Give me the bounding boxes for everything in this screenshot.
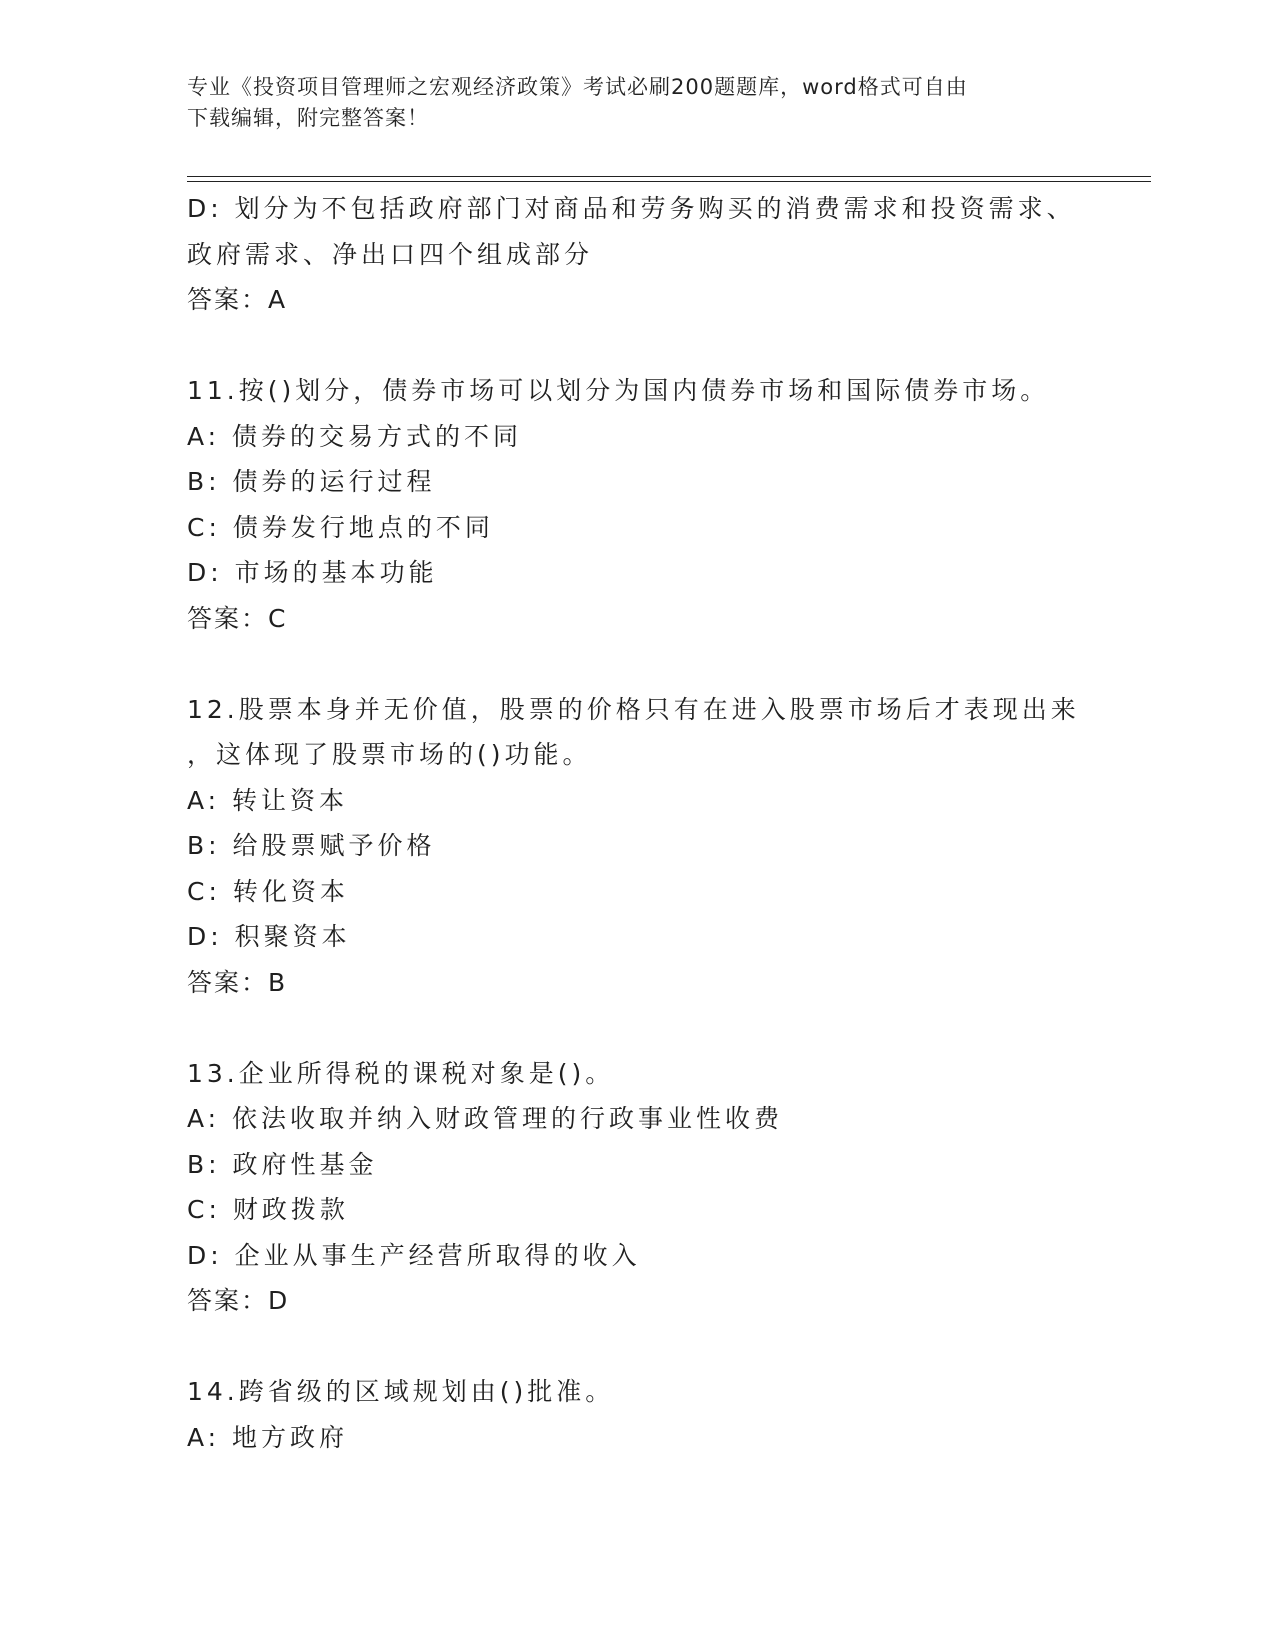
option-a: A: 地方政府 <box>187 1422 349 1452</box>
answer: 答案：C <box>187 603 288 633</box>
option-d: D: 企业从事生产经营所取得的收入 <box>187 1240 641 1270</box>
header-line-1: 专业《投资项目管理师之宏观经济政策》考试必刷200题题库，word格式可自由 <box>187 75 968 99</box>
option-b: B: 政府性基金 <box>187 1149 378 1179</box>
option-d-continued: 政府需求、净出口四个组成部分 <box>187 239 594 269</box>
spacer <box>187 323 1087 369</box>
question-stem: 14.跨省级的区域规划由()批准。 <box>187 1377 615 1406</box>
spacer <box>187 1005 1087 1051</box>
option-c: C: 债券发行地点的不同 <box>187 512 494 542</box>
question-13 <box>187 1051 1087 1324</box>
option-b: B: 债券的运行过程 <box>187 467 436 496</box>
option-c: C: 财政拨款 <box>187 1195 349 1224</box>
spacer <box>187 1324 1087 1370</box>
question-14 <box>187 1369 1087 1460</box>
question-stem: 11.按()划分，债券市场可以划分为国内债券市场和国际债券市场。 <box>187 376 1050 405</box>
header-rule-top <box>187 176 1151 177</box>
option-d: D: 划分为不包括政府部门对商品和劳务购买的消费需求和投资需求、 <box>187 194 1076 223</box>
option-d: D: 积聚资本 <box>187 922 351 951</box>
question-11 <box>187 368 1087 641</box>
question-stem: 13.企业所得税的课税对象是()。 <box>187 1058 615 1088</box>
option-c: C: 转化资本 <box>187 876 349 906</box>
header-rule-bottom <box>187 181 1151 182</box>
answer: 答案：D <box>187 1286 290 1315</box>
question-12 <box>187 687 1087 1006</box>
question-10-tail <box>187 186 1087 323</box>
document-header <box>187 72 1087 134</box>
spacer <box>187 641 1087 687</box>
question-list <box>187 186 1087 1460</box>
question-stem-continued: ，这体现了股票市场的()功能。 <box>187 740 592 769</box>
option-a: A: 依法收取并纳入财政管理的行政事业性收费 <box>187 1104 784 1133</box>
option-d: D: 市场的基本功能 <box>187 558 438 587</box>
header-line-2: 下载编辑，附完整答案！ <box>187 106 429 130</box>
option-a: A: 转让资本 <box>187 785 349 815</box>
question-stem: 12.股票本身并无价值，股票的价格只有在进入股票市场后才表现出来 <box>187 694 1080 724</box>
option-a: A: 债券的交易方式的不同 <box>187 421 523 451</box>
answer: 答案：A <box>187 285 288 314</box>
option-b: B: 给股票赋予价格 <box>187 831 436 860</box>
answer: 答案：B <box>187 967 288 997</box>
